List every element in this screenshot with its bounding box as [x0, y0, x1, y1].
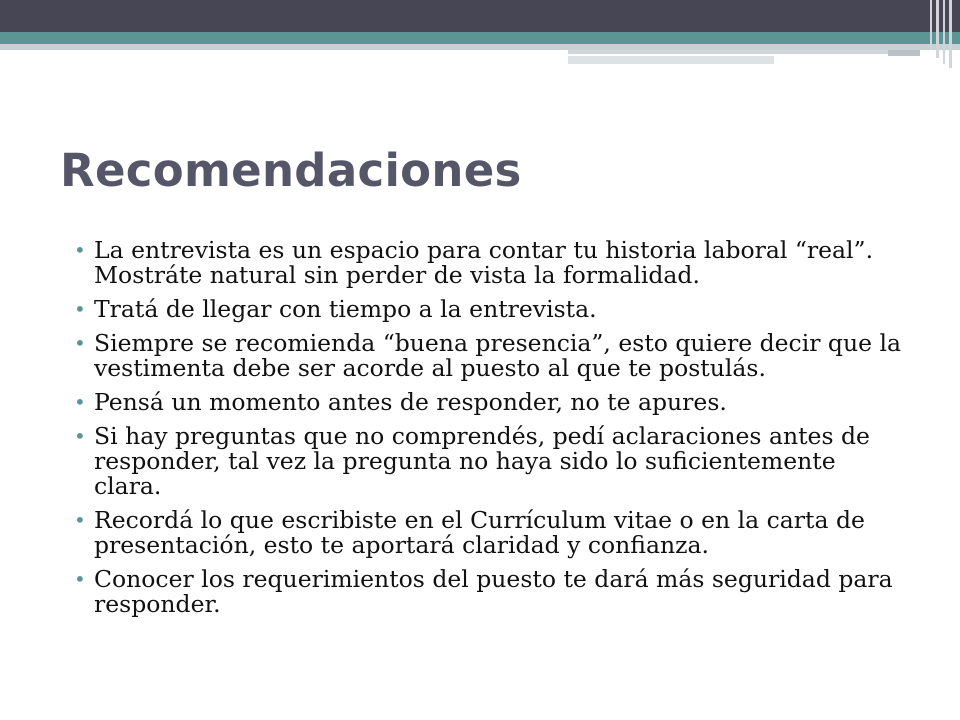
- decorative-stripe: [568, 50, 888, 54]
- bullet-item: [74, 297, 904, 322]
- decorative-vertical-line: [930, 0, 932, 50]
- bullet-icon: •: [74, 424, 86, 448]
- decorative-vertical-line: [943, 0, 945, 64]
- bullet-item: [74, 424, 904, 499]
- bullet-icon: •: [74, 297, 86, 321]
- bullet-text: Siempre se recomienda “buena presencia”, esto quiere decir que la vestimenta debe ser acorde al puesto al que te postulás.: [94, 329, 902, 382]
- slide-title: Recomendaciones: [60, 144, 522, 197]
- bullet-text: Conocer los requerimientos del puesto te dará más seguridad para responder.: [94, 565, 893, 618]
- decorative-stripe: [568, 56, 774, 64]
- bullet-icon: •: [74, 567, 86, 591]
- bullet-list: [74, 238, 904, 626]
- decorative-vertical-line: [949, 0, 952, 68]
- bullet-item: [74, 567, 904, 617]
- bullet-item: [74, 238, 904, 288]
- bullet-icon: •: [74, 508, 86, 532]
- decorative-stripe: [888, 50, 920, 56]
- bullet-item: [74, 390, 904, 415]
- header-accent-band: [0, 32, 960, 44]
- bullet-item: [74, 331, 904, 381]
- bullet-text: Recordá lo que escribiste en el Currículum vitae o en la carta de presentación, esto te aportará claridad y confianza.: [94, 506, 865, 559]
- bullet-text: Si hay preguntas que no comprendés, pedí aclaraciones antes de responder, tal vez la pregunta no haya sido lo suficientemente clara.: [94, 422, 870, 500]
- bullet-text: Tratá de llegar con tiempo a la entrevista.: [94, 295, 597, 323]
- bullet-text: Pensá un momento antes de responder, no te apures.: [94, 388, 727, 416]
- bullet-item: [74, 508, 904, 558]
- bullet-icon: •: [74, 390, 86, 414]
- decorative-vertical-line: [936, 0, 939, 58]
- bullet-icon: •: [74, 238, 86, 262]
- bullet-icon: •: [74, 331, 86, 355]
- header-band: [0, 0, 960, 32]
- bullet-text: La entrevista es un espacio para contar tu historia laboral “real”. Mostráte natural sin perder de vista la formalidad.: [94, 236, 874, 289]
